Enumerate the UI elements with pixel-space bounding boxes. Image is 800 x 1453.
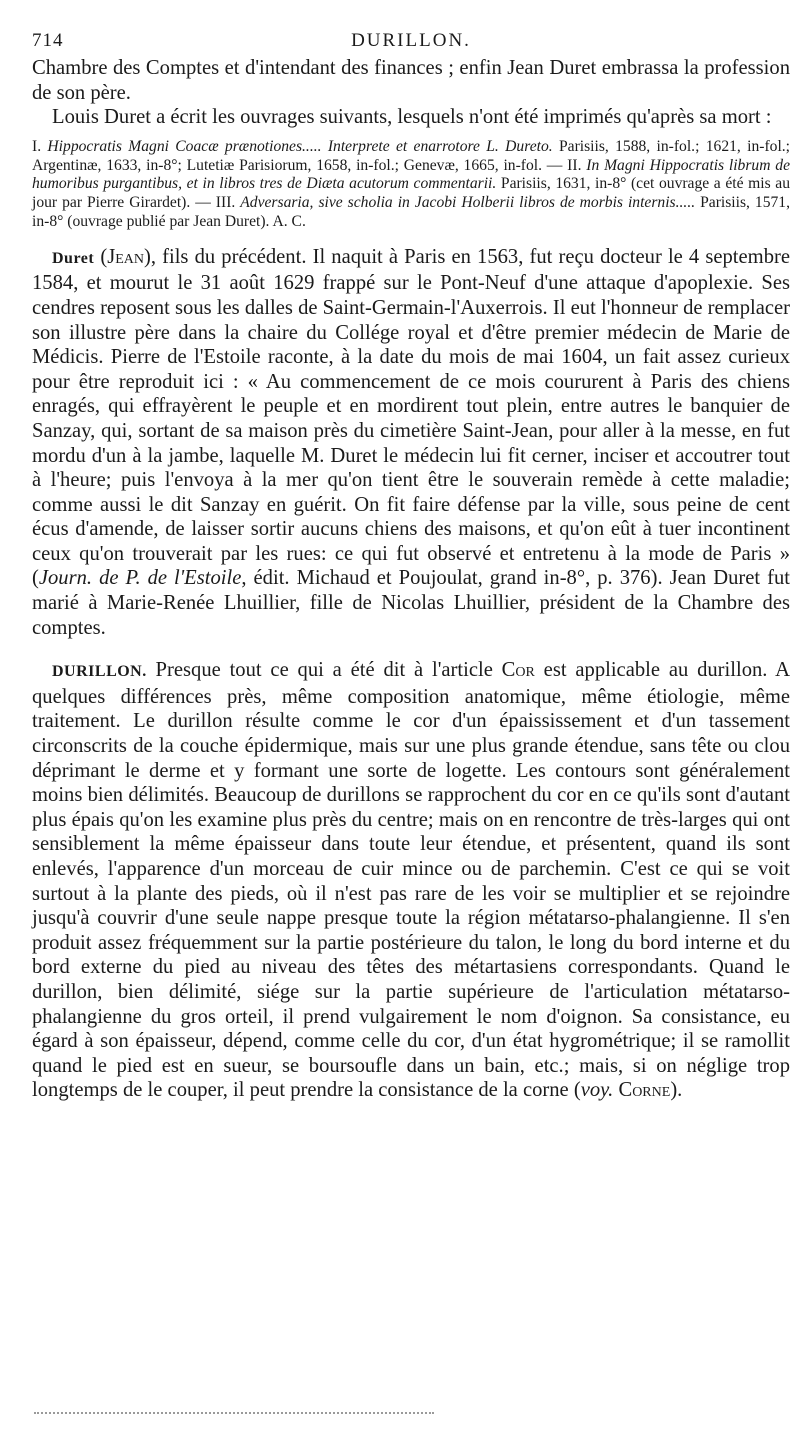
biblio-number: I. xyxy=(32,137,48,155)
entry-text: Presque tout ce qui a été dit à l'article xyxy=(146,659,502,682)
citation-reference: Journ. de P. de l'Estoile xyxy=(38,567,242,590)
page-number: 714 xyxy=(32,30,64,51)
footer-dotted-line xyxy=(34,1412,434,1416)
entry-headword: DURILLON. xyxy=(52,663,147,681)
entry-text: , édit. Michaud et Poujoulat, grand in-8°, p. 376). Jean Duret fut marié à Marie-Renée Lhuillier, fille de Nicolas Lhuillier, président de la Chambre des comptes. xyxy=(32,567,790,639)
intro-paragraph: Chambre des Comptes et d'intendant des finances ; enfin Jean Duret embrassa la profession de son père. xyxy=(32,57,790,104)
cross-reference-corne: Corne xyxy=(618,1079,671,1102)
voy-abbreviation: voy. xyxy=(580,1079,614,1102)
biblio-title: Adversaria, sive scholia in Jacobi Holberii libros de morbis internis..... xyxy=(240,194,696,212)
intro-paragraph: Louis Duret a écrit les ouvrages suivants, lesquels n'ont été imprimés qu'après sa mort : xyxy=(52,106,772,129)
entry-first-name: Jean xyxy=(107,245,144,268)
bibliography xyxy=(32,138,790,232)
cross-reference-cor: Cor xyxy=(501,659,535,682)
biblio-title: Hippocratis Magni Coacæ prænotiones..... Interprete et enarrotore L. Dureto. xyxy=(47,137,553,155)
punctuation: ), xyxy=(143,245,163,268)
biblio-edition: Parisiis, 1588, in-fol.; 1621, in-fol.; Argentinæ, 1633, in-8°; Lutetiæ Parisiorum, 1658, in-fol.; Genevæ, 1665, in-fol. — II. xyxy=(32,137,791,174)
running-title: DURILLON. xyxy=(351,30,471,51)
running-head xyxy=(32,26,790,56)
entry-duret-jean xyxy=(32,245,790,641)
punctuation: ( xyxy=(94,245,108,268)
entry-text: fils du précédent. Il naquit à Paris en 1563, fut reçu docteur le 4 septembre 1584, et mourut le 31 août 1629 frappé sur le Pont-Neuf d'une attaque d'apoplexie. Ses cendres reposent sous les dalles de Saint-Germain-l'Auxerrois. Il eut l'honneur de remplacer son illustre père dans la chaire du Collége royal et d'être premier médecin de Marie de Médicis. Pierre de l'Estoile raconte, à la date du mois de mai 1604, un fait assez curieux pour être reproduit ici : « Au commencement de ce mois coururent à Paris des chiens enragés, qui effrayèrent le peuple et en mordirent tout plein, entre autres le banquier de Sanzay, qui, sortant de sa maison près du cimetière Saint-Jean, pour aller à la messe, en fut mordu d'un à la jambe, laquelle M. Duret le médecin lui fit cerner, inciser et accoutrer tout à l'heure; puis l'envoya à la mer qu'on tient être le souverain remède à cette maladie; comme aussi le dit Sanzay en guérit. On fit faire défense par la ville, sous peine de cent écus d'amende, de laisser sortir aucuns chiens des maisons, et qu'on eût à tuer incontinent ceux qu'on trouverait par les rues: ce qui fut observé et entretenu à la mode de Paris » ( xyxy=(32,245,790,590)
biblio-edition: Parisiis, 1631, in-8° (cet ouvrage a été mis au jour par Pierre Girardet). — III. xyxy=(32,175,790,212)
page xyxy=(32,26,790,1103)
punctuation: ). xyxy=(670,1079,683,1102)
entry-headword: Duret xyxy=(52,249,95,267)
biblio-edition: Parisiis, 1571, in-8° (ouvrage publié par Jean Duret). A. C. xyxy=(32,194,790,230)
entry-text: est applicable au durillon. A quelques différences près, même composition anatomique, même étiologie, même traitement. Le durillon résulte comme le cor d'un épaississement et d'un tassement circonscrits de la couche épidermique, mais sur une plus grande étendue, sans tête ou clou déprimant le derme et y formant une sorte de logette. Les contours sont généralement moins bien délimités. Beaucoup de durillons se rapprochent du cor en ce qu'ils sont d'autant plus épais qu'on les examine plus près du centre; mais on en rencontre de très-larges qui ont sensiblement la même épaisseur dans toute leur étendue, et présentent, quand ils sont enlevés, l'apparence d'un morceau de cuir mince ou de parchemin. C'est ce qui se voit surtout à la plante des pieds, où il n'est pas rare de les voir se multiplier et se rejoindre jusqu'à couvrir d'une seule nappe presque toute la région métatarso-phalangienne. Il s'en produit assez fréquemment sur la partie postérieure du talon, le long du bord interne et du bord externe du pied au niveau des têtes des métartasiens correspondants. Quand le durillon, bien délimité, siége sur la partie supérieure de l'articulation métatarso-phalangienne du gros orteil, il prend vulgairement le nom d'oignon. Sa consistance, eu égard à son épaisseur, dépend, comme celle du cor, d'un état hygrométrique; il se ramollit quand le pied est en sueur, se boursoufle dans un bain, etc.; mais, si on néglige trop longtemps de le couper, il peut prendre la consistance de la corne ( xyxy=(32,659,790,1102)
biblio-title: In Magni Hippocratis librum de humoribus purgantibus, et in libros tres de Diæta acutorum commentarii. xyxy=(32,156,790,193)
entry-durillon xyxy=(32,658,790,1103)
